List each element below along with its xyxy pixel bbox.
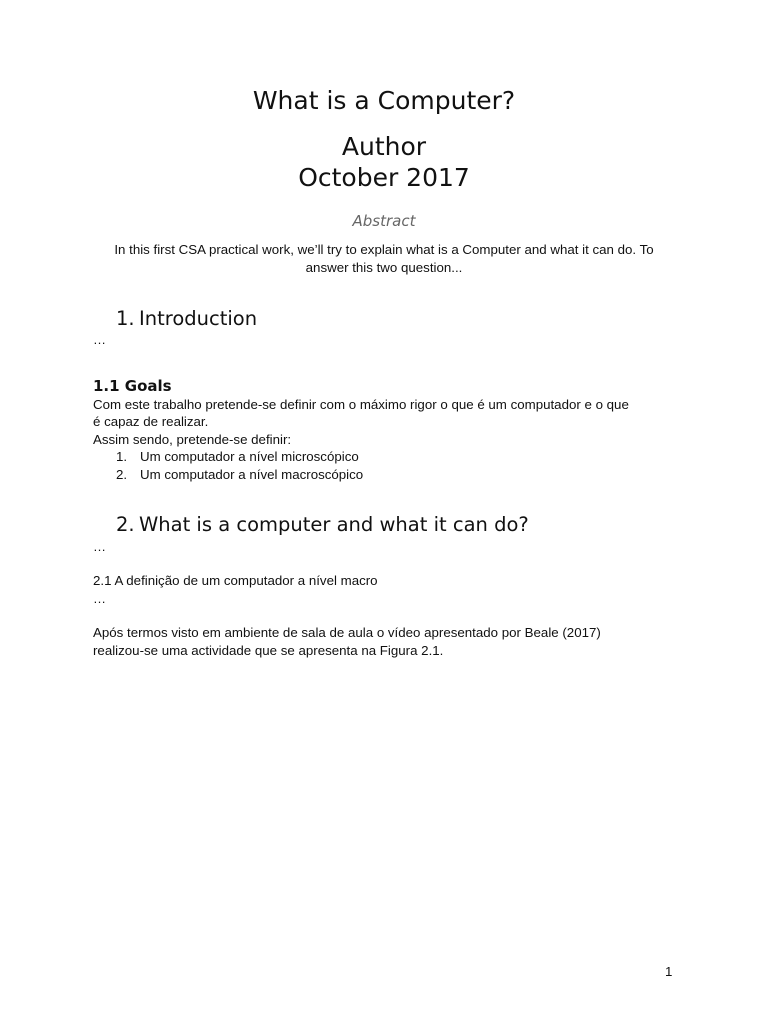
- section-2-1-paragraph-line-1: Após termos visto em ambiente de sala de aula o vídeo apresentado por Beale (2017): [93, 625, 601, 640]
- section-1-ellipsis: …: [93, 332, 106, 347]
- abstract-text: In this first CSA practical work, we’ll try to explain what is a Computer and what it can do. To answer this two question...: [114, 242, 654, 275]
- document-author: Author: [341, 132, 427, 161]
- section-2-heading: [116, 512, 529, 538]
- goals-paragraph-line-1: Com este trabalho pretende-se definir com o máximo rigor o que é um computador e o que: [93, 397, 629, 412]
- section-2-1-paragraph-line-2: realizou-se uma actividade que se apresenta na Figura 2.1.: [93, 643, 444, 658]
- list-item-text: Um computador a nível macroscópico: [140, 466, 364, 482]
- goals-paragraph-line-2: é capaz de realizar.: [93, 414, 209, 429]
- list-item: [93, 466, 363, 484]
- section-2-1-heading: 2.1 A definição de um computador a nível macro: [93, 573, 378, 588]
- list-item: [93, 448, 363, 466]
- list-item-text: Um computador a nível microscópico: [140, 449, 359, 464]
- section-2-number: 2.: [116, 513, 135, 536]
- section-1-number: 1.: [116, 307, 135, 330]
- section-1-1-heading: 1.1 Goals: [93, 377, 172, 395]
- abstract-heading: Abstract: [352, 212, 416, 230]
- document-title: What is a Computer?: [252, 86, 516, 115]
- section-1-title: Introduction: [139, 307, 258, 330]
- list-item-number: 1.: [116, 449, 128, 464]
- section-2-ellipsis: …: [93, 539, 106, 554]
- list-item-number: 2.: [116, 466, 128, 482]
- goals-list: [93, 448, 363, 483]
- document-date: October 2017: [298, 163, 470, 192]
- goals-paragraph-line-3: Assim sendo, pretende-se definir:: [93, 432, 292, 447]
- section-1-heading: [116, 306, 257, 332]
- page-number: 1: [665, 964, 673, 979]
- section-2-1-ellipsis: …: [93, 591, 106, 606]
- section-2-title: What is a computer and what it can do?: [139, 513, 529, 536]
